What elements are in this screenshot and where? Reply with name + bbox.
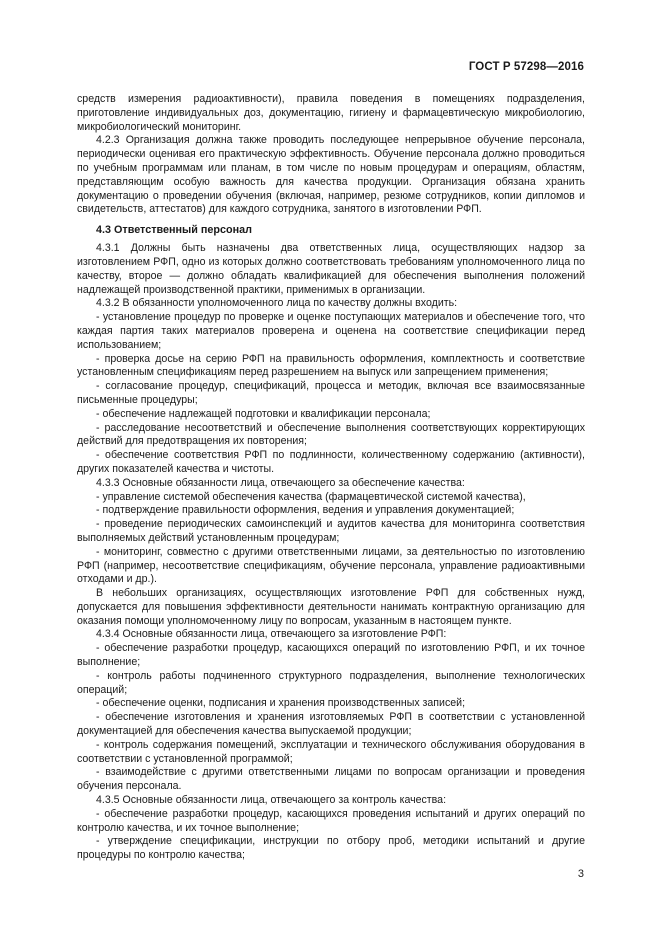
paragraph: средств измерения радиоактивности), правила поведения в помещениях подразделения, приготовление индивидуальных доз, документацию, гигиену и фармацевтическую микробиологию, микробиологический мониторинг. xyxy=(77,93,585,133)
list-item: - установление процедур по проверке и оценке поступающих материалов и обеспечение того, что каждая партия таких материалов проверена и оценена на соответствие спецификации перед использованием; xyxy=(77,311,585,351)
list-item: - взаимодействие с другими ответственными лицами по вопросам организации и проведения обучения персонала. xyxy=(77,766,585,793)
page-number: 3 xyxy=(577,868,584,880)
list-item: - подтверждение правильности оформления, ведения и управления документацией; xyxy=(96,504,515,517)
list-item: - контроль работы подчиненного структурного подразделения, выполнение технологических операций; xyxy=(77,669,585,696)
list-item: - обеспечение разработки процедур, касающихся операций по изготовлению РФП, и их точное выполнение; xyxy=(77,642,585,669)
paragraph: 4.3.2 В обязанности уполномоченного лица по качеству должны входить: xyxy=(96,297,458,310)
paragraph: 4.3.4 Основные обязанности лица, отвечающего за изготовление РФП: xyxy=(96,628,447,641)
paragraph: 4.3.5 Основные обязанности лица, отвечающего за контроль качества: xyxy=(96,794,447,807)
list-item: - расследование несоответствий и обеспечение выполнения соответствующих корректирующих действий для предотвращения их повторения; xyxy=(77,421,585,448)
list-item: - обеспечение изготовления и хранения изготовляемых РФП в соответствии с установленной документацией для обеспечения качества выпускаемой продукции; xyxy=(77,711,585,738)
list-item: - контроль содержания помещений, эксплуатации и технического обслуживания оборудования в соответствии с установленной программой; xyxy=(77,738,585,765)
list-item: - согласование процедур, спецификаций, процесса и методик, включая все взаимосвязанные письменные процедуры; xyxy=(77,380,585,406)
document-header: ГОСТ Р 57298—2016 xyxy=(468,61,584,73)
list-item: - проверка досье на серию РФП на правильность оформления, комплектность и соответствие установленным спецификациям перед разрешением на выпуск или запрещением применения; xyxy=(77,352,585,379)
list-item: - мониторинг, совместно с другими ответственными лицами, за деятельностью по изготовлению РФП (например, несоответствие спецификациям, обучение персонала, управление радиоактивными отходами и др.). xyxy=(77,545,585,586)
list-item: - управление системой обеспечения качества (фармацевтической системой качества), xyxy=(96,490,526,503)
paragraph: 4.3.3 Основные обязанности лица, отвечающего за обеспечение качества: xyxy=(96,476,465,489)
document-body xyxy=(77,93,585,863)
list-item: - обеспечение оценки, подписания и хранения производственных записей; xyxy=(96,697,466,710)
paragraph: В небольших организациях, осуществляющих изготовление РФП для собственных нужд, допускается для повышения эффективности деятельности нанимать контрактную организацию для оказания помощи уполномоченному лицу по вопросам, указанным в настоящем пункте. xyxy=(77,587,585,627)
list-item: - обеспечение надлежащей подготовки и квалификации персонала; xyxy=(96,407,431,420)
list-item: - утверждение спецификации, инструкции по отбору проб, методики испытаний и другие процедуры по контролю качества; xyxy=(77,835,585,862)
list-item: - обеспечение разработки процедур, касающихся проведения испытаний и других операций по контролю качества, и их точное выполнение; xyxy=(77,807,585,834)
list-item: - проведение периодических самоинспекций и аудитов качества для мониторинга соответствия выполняемых действий установленным процедурам; xyxy=(77,518,585,544)
paragraph: 4.3.1 Должны быть назначены два ответственных лица, осуществляющих надзор за изготовлением РФП, одно из которых должно соответствовать требованиям уполномоченного лица по качеству, второе — должно обладать квалификацией для обеспечения выполнения положений надлежащей производственной практики, применимых в организации. xyxy=(77,242,585,296)
paragraph: 4.2.3 Организация должна также проводить последующее непрерывное обучение персонала, периодически оценивая его практическую эффективность. Обучение персонала должно проводиться по учебным программам или планам, в том числе по новым процедурам и операциям, областям, представляющим особую важность для качества продукции. Организация обязана хранить документацию о проведении обучения (включая, например, резюме сотрудников, копии дипломов и свидетельств, аттестатов) для каждого сотрудника, занятого в изготовлении РФП. xyxy=(77,134,585,216)
section-heading: 4.3 Ответственный персонал xyxy=(96,224,252,237)
list-item: - обеспечение соответствия РФП по подлинности, количественному содержанию (активности), других показателей качества и чистоты. xyxy=(77,449,585,475)
